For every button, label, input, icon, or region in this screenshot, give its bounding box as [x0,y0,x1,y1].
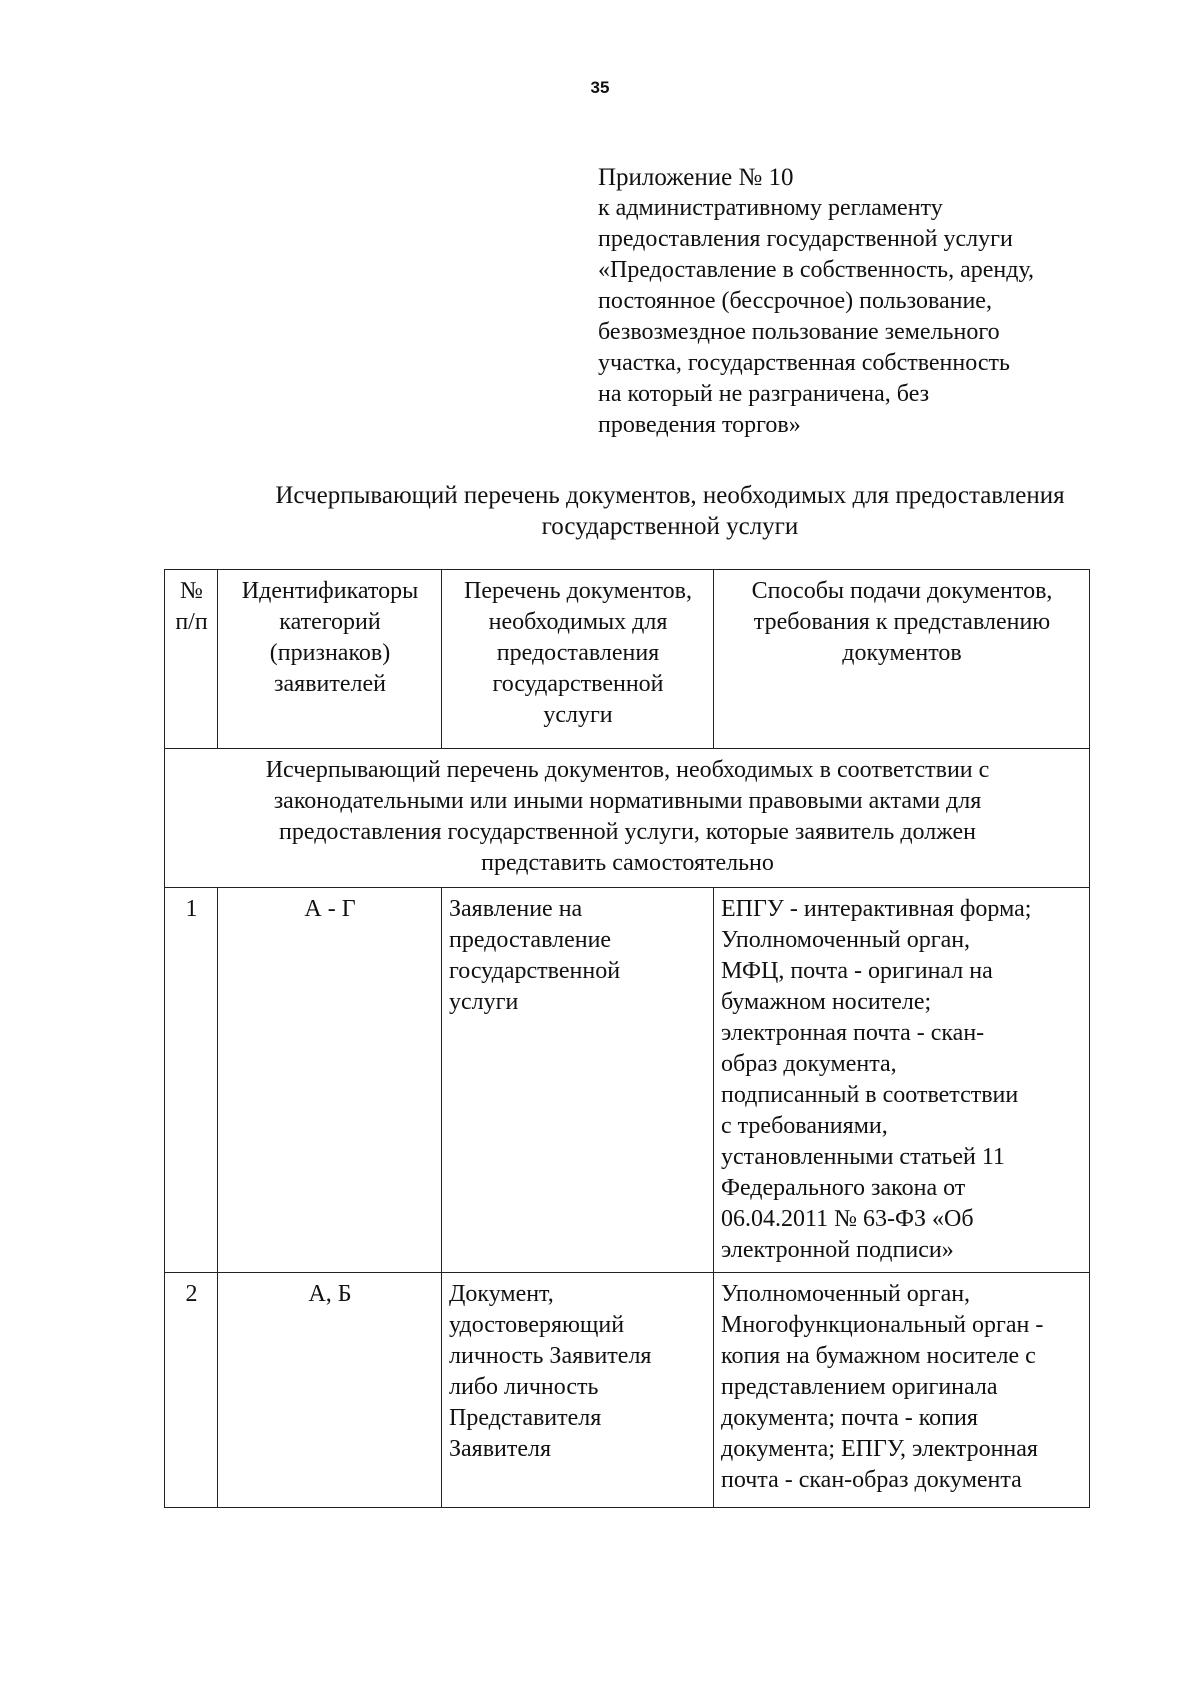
header-line: (признаков) [269,640,391,666]
cell-line: 06.04.2011 № 63-ФЗ «Об [721,1206,974,1232]
section-line: представить самостоятельно [481,850,774,876]
row-number: 1 [165,888,218,1273]
cell-line: Уполномоченный орган, [721,927,971,953]
document-title [150,480,1190,542]
cell-line: электронная почта - скан- [721,1020,985,1046]
appendix-line: «Предоставление в собственность, аренду, [598,257,1035,283]
row-categories: А - Г [218,888,442,1273]
header-documents [442,570,714,749]
cell-line: представлением оригинала [721,1374,998,1400]
header-line: п/п [175,609,208,635]
cell-line: МФЦ, почта - оригинал на [721,958,993,984]
table-section-row [165,749,1090,888]
appendix-line: проведения торгов» [598,412,801,438]
appendix-block [598,162,1118,441]
section-heading [165,749,1090,888]
header-line: Способы подачи документов, [751,578,1053,604]
section-line: предоставления государственной услуги, которые заявитель должен [279,819,976,845]
cell-line: Уполномоченный орган, [721,1281,971,1307]
row-document [442,888,714,1273]
header-number [165,570,218,749]
header-line: государственной [492,671,664,697]
page-number: 35 [590,78,610,97]
title-line: Исчерпывающий перечень документов, необходимых для предоставления [275,482,1065,509]
appendix-line: на который не разграничена, без [598,381,930,407]
cell-line: личность Заявителя [449,1343,652,1369]
cell-line: либо личность [449,1374,599,1400]
cell-line: установленными статьей 11 [721,1144,1005,1170]
row-methods [714,1273,1090,1508]
cell-line: бумажном носителе; [721,989,932,1015]
section-line: Исчерпывающий перечень документов, необходимых в соответствии с [265,757,990,783]
cell-line: Заявителя [449,1436,552,1462]
table-row [165,1273,1090,1508]
header-line: требования к представлению [753,609,1051,635]
row-methods [714,888,1090,1273]
title-line: государственной услуги [541,513,799,540]
row-number: 2 [165,1273,218,1508]
cell-line: услуги [449,989,519,1015]
cell-line: с требованиями, [721,1113,888,1139]
cell-line: удостоверяющий [449,1312,625,1338]
header-line: Перечень документов, [464,578,692,604]
table-row [165,888,1090,1273]
header-line: № [180,578,203,604]
section-line: законодательными или иными нормативными правовыми актами для [273,788,982,814]
cell-line: предоставление [449,927,612,953]
cell-line: Многофункциональный орган - [721,1312,1044,1338]
row-document [442,1273,714,1508]
header-line: необходимых для [488,609,668,635]
appendix-line: предоставления государственной услуги [598,226,1013,252]
header-line: предоставления [496,640,660,666]
header-line: услуги [543,702,613,728]
header-line: Идентификаторы [241,578,419,604]
documents-table [164,569,1090,1508]
cell-line: почта - скан-образ документа [721,1467,1022,1493]
cell-line: электронной подписи» [721,1237,954,1263]
cell-line: Представителя [449,1405,602,1431]
cell-line: образ документа, [721,1051,897,1077]
header-methods [714,570,1090,749]
cell-line: Заявление на [449,896,583,922]
row-categories: А, Б [218,1273,442,1508]
header-categories [218,570,442,749]
cell-line: Документ, [449,1281,554,1307]
appendix-line: постоянное (бессрочное) пользование, [598,288,992,314]
header-line: документов [842,640,962,666]
appendix-line: к административному регламенту [598,195,943,221]
header-line: заявителей [274,671,386,697]
appendix-line: безвозмездное пользование земельного [598,319,1000,345]
cell-line: ЕПГУ - интерактивная форма; [721,896,1032,922]
header-line: категорий [279,609,381,635]
appendix-line: Приложение № 10 [598,164,794,191]
cell-line: копия на бумажном носителе с [721,1343,1036,1369]
cell-line: подписанный в соответствии [721,1082,1019,1108]
cell-line: государственной [449,958,621,984]
appendix-line: участка, государственная собственность [598,350,1010,376]
table-header-row [165,570,1090,749]
cell-line: документа; почта - копия [721,1405,978,1431]
cell-line: Федерального закона от [721,1175,966,1201]
cell-line: документа; ЕПГУ, электронная [721,1436,1038,1462]
